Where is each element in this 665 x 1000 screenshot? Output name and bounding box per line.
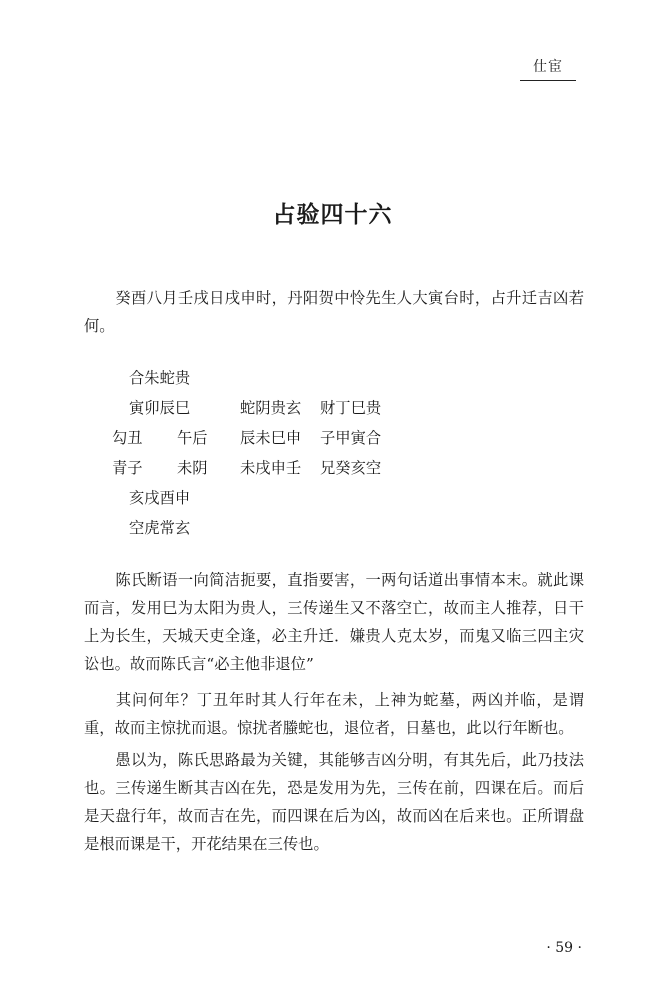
intro-paragraph bbox=[84, 284, 584, 340]
transmission-2: 子甲寅合 bbox=[320, 429, 382, 447]
four-lessons-lower: 未戌申壬 bbox=[240, 459, 302, 477]
page-number: · 59 · bbox=[546, 940, 582, 956]
divination-chart bbox=[84, 366, 504, 546]
running-head: 仕宦 bbox=[533, 59, 563, 75]
plate-right-2: 未阴 bbox=[177, 459, 208, 477]
plate-generals-bottom: 空虎常玄 bbox=[129, 519, 191, 537]
analysis-text-2: 其问何年？丁丑年时其人行年在未，上神为蛇墓，两凶并临，是谓重，故而主惊扰而退。惊扰者螣蛇也，退位者，日墓也，此以行年断也。 bbox=[84, 691, 584, 737]
chart-row-5 bbox=[84, 486, 504, 516]
plate-right-1: 午后 bbox=[177, 429, 208, 447]
analysis-paragraph-2 bbox=[84, 686, 584, 742]
transmission-1: 财丁巳贵 bbox=[320, 399, 382, 417]
chart-row-1 bbox=[84, 366, 504, 396]
intro-text: 癸酉八月壬戌日戌申时，丹阳贺中怜先生人大寅台时，占升迁吉凶若何。 bbox=[84, 289, 584, 335]
four-lessons-upper: 辰未巳申 bbox=[240, 429, 302, 447]
chart-row-6 bbox=[84, 516, 504, 546]
page-title: 占验四十六 bbox=[272, 202, 393, 228]
chart-row-3 bbox=[84, 426, 504, 456]
four-lessons-generals: 蛇阴贵玄 bbox=[240, 399, 302, 417]
plate-left-2: 青子 bbox=[112, 459, 143, 477]
analysis-paragraph-3 bbox=[84, 746, 584, 858]
transmission-3: 兄癸亥空 bbox=[320, 459, 382, 477]
chart-row-4 bbox=[84, 456, 504, 486]
analysis-text-3: 愚以为，陈氏思路最为关键，其能够吉凶分明，有其先后，此乃技法也。三传递生断其吉凶在先，恐是发用为先，三传在前，四课在后。而后是天盘行年，故而吉在先，而四课在后为凶，故而凶在后来也。正所谓盘是根而课是干，开花结果在三传也。 bbox=[84, 751, 584, 853]
chart-row-2 bbox=[84, 396, 504, 426]
plate-left-1: 勾丑 bbox=[112, 429, 143, 447]
analysis-paragraph-1 bbox=[84, 566, 584, 678]
plate-branches-bottom: 亥戌酉申 bbox=[129, 489, 191, 507]
header-rule bbox=[520, 80, 576, 81]
analysis-text-1: 陈氏断语一向简洁扼要，直指要害，一两句话道出事情本末。就此课而言，发用巳为太阳为贵人，三传递生又不落空亡，故而主人推荐，日干上为长生，天城天吏全逢，必主升迁．嫌贵人克太岁，而鬼又临三四主灾讼也。故而陈氏言“必主他非退位” bbox=[84, 571, 584, 673]
plate-generals-top: 合朱蛇贵 bbox=[129, 369, 191, 387]
plate-branches-top: 寅卯辰巳 bbox=[129, 399, 191, 417]
